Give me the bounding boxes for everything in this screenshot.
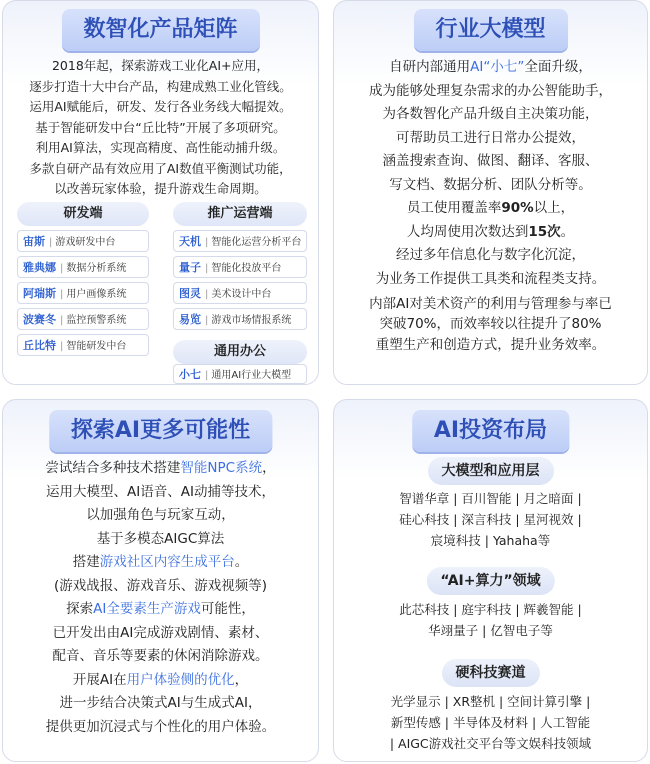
stat-value: 90% <box>501 200 534 216</box>
ops-section-label: 推广运营端 <box>173 202 307 226</box>
product-desc: 智能研发中台 <box>66 341 127 352</box>
text: 以上， <box>533 200 575 216</box>
product-desc: 游戏市场情报系统 <box>211 315 292 326</box>
text: ， <box>234 671 249 688</box>
invest-line: 宸境科技 | Yahaha等 <box>430 533 551 548</box>
product-matrix-intro <box>3 56 318 200</box>
product-matrix-title: 数智化产品矩阵 <box>61 9 259 51</box>
text: 搭建 <box>72 554 100 570</box>
model-line: 为各数智化产品升级自主决策功能， <box>382 106 599 122</box>
explore-line: (游戏战报、游戏音乐、游戏视频等) <box>53 577 268 594</box>
industry-model-card <box>333 0 648 385</box>
product-item-yilan <box>173 308 307 330</box>
product-name: 量子 <box>179 261 201 274</box>
invest-line: 硅心科技 | 深言科技 | 星河视效 | <box>399 512 582 527</box>
industry-model-body <box>334 56 647 358</box>
text: 可能性， <box>200 601 255 617</box>
intro-line: 2018年起，探索游戏工业化AI+应用， <box>51 58 270 73</box>
highlight: 智能NPC系统 <box>180 460 263 476</box>
product-name: 图灵 <box>179 287 201 300</box>
text: 自研内部通用 <box>389 59 471 75</box>
product-desc: 数据分析系统 <box>66 263 127 274</box>
invest-section-large-models: 大模型和应用层 <box>428 457 554 485</box>
text: 全面升级， <box>524 59 592 75</box>
explore-line <box>3 551 318 575</box>
product-name: 宙斯 <box>23 235 45 248</box>
product-item-zeus <box>17 230 149 252</box>
text: 。 <box>234 554 249 570</box>
explore-line: 运用大模型、AI语音、AI动捕等技术， <box>46 483 275 500</box>
product-item-ares <box>17 282 149 304</box>
product-name: 易览 <box>179 313 201 326</box>
separator: | <box>60 315 64 326</box>
separator: | <box>205 237 209 248</box>
text: 人均周使用次数达到 <box>406 223 529 240</box>
office-section-label: 通用办公 <box>173 340 307 364</box>
separator: | <box>205 263 209 274</box>
explore-line: 以加强角色与玩家互动， <box>86 507 235 523</box>
explore-ai-title: 探索AI更多可能性 <box>49 410 272 452</box>
ai-investment-card <box>333 399 648 762</box>
product-name: 小七 <box>179 368 201 381</box>
product-item-xiaoqi <box>173 364 307 384</box>
separator: | <box>205 289 209 300</box>
intro-line: 利用AI算法，实现高精度、高性能动捕升级。 <box>35 140 286 155</box>
model-line: 突破70%，而效率较以往提升了80% <box>379 316 602 332</box>
product-item-turing <box>173 282 307 304</box>
product-name: 雅典娜 <box>23 261 56 274</box>
product-desc: 监控预警系统 <box>66 315 127 326</box>
product-desc: 智能化投放平台 <box>211 263 282 274</box>
intro-line: 运用AI赋能后，研发、发行各业务线大幅提效。 <box>29 99 292 114</box>
invest-line: 华翊量子 | 亿智电子等 <box>428 623 553 638</box>
model-line: 为业务工作提供工具类和流程类支持。 <box>375 270 606 287</box>
model-line: 写文档、数据分析、团队分析等。 <box>389 176 592 193</box>
intro-line: 逐步打造十大中台产品，构建成熟工业化管线。 <box>29 78 292 94</box>
text: 员工使用覆盖率 <box>406 200 502 216</box>
explore-line: 配音、音乐等要素的休闲消除游戏。 <box>52 648 269 664</box>
intro-line: 多款自研产品有效应用了AI数值平衡测试功能， <box>29 160 292 176</box>
model-line: 经过多年信息化与数字化沉淀， <box>396 247 585 263</box>
text: ， <box>262 460 276 476</box>
separator: | <box>205 315 209 326</box>
intro-line: 以改善玩家体验，提升游戏生命周期。 <box>54 181 267 196</box>
invest-line: 此芯科技 | 庭宇科技 | 辉羲智能 | <box>399 602 582 617</box>
model-line: 内部AI对美术资产的利用与管理参与率已 <box>369 296 612 312</box>
text: 。 <box>560 223 575 240</box>
explore-line: 进一步结合决策式AI与生成式AI， <box>59 695 262 711</box>
model-line <box>334 56 647 80</box>
model-line <box>334 221 647 245</box>
separator: | <box>60 341 64 352</box>
highlight: AI全要素生产游戏 <box>93 601 201 617</box>
product-name: 丘比特 <box>23 339 56 352</box>
model-line <box>334 197 647 221</box>
product-desc: 用户画像系统 <box>66 289 127 300</box>
invest-section-hardtech: 硬科技赛道 <box>442 659 540 687</box>
product-matrix-card <box>2 0 319 385</box>
product-item-cupid <box>17 334 149 356</box>
highlight: 用户体验侧的优化 <box>126 671 235 688</box>
explore-line: 已开发出由AI完成游戏剧情、素材、 <box>52 624 269 641</box>
text: 探索 <box>66 601 94 617</box>
invest-line: 光学显示 | XR整机 | 空间计算引擎 | <box>390 694 591 709</box>
invest-section-computing: “AI+算力”领域 <box>426 567 554 595</box>
product-item-athena <box>17 256 149 278</box>
explore-line <box>3 598 318 622</box>
separator: | <box>49 237 53 248</box>
highlight: 游戏社区内容生成平台 <box>99 554 235 570</box>
explore-line <box>3 669 318 693</box>
product-name: 阿瑞斯 <box>23 287 56 300</box>
product-name: 波赛冬 <box>23 313 56 326</box>
product-item-quantum <box>173 256 307 278</box>
product-desc: 智能化运营分析平台 <box>211 237 302 248</box>
model-line: 成为能够处理复杂需求的办公智能助手， <box>369 82 612 99</box>
separator: | <box>60 289 64 300</box>
model-line: 可帮助员工进行日常办公提效， <box>396 129 585 146</box>
model-line: 涵盖搜索查询、做图、翻译、客服、 <box>382 153 599 169</box>
industry-model-title: 行业大模型 <box>413 9 567 51</box>
invest-line: | AIGC游戏社交平台等文娱科技领域 <box>389 736 592 751</box>
intro-line: 基于智能研发中台“丘比特”开展了多项研究。 <box>35 119 286 135</box>
ai-investment-title: AI投资布局 <box>412 410 569 452</box>
product-desc: 通用AI行业大模型 <box>211 370 292 381</box>
explore-line: 提供更加沉浸式与个性化的用户体验。 <box>45 718 276 735</box>
explore-ai-card <box>2 399 319 762</box>
stat-value: 15次 <box>528 223 561 240</box>
invest-line: 新型传感 | 半导体及材料 | 人工智能 <box>390 715 591 730</box>
separator: | <box>205 370 209 381</box>
separator: | <box>60 263 64 274</box>
text: 尝试结合多种技术搭建 <box>45 460 181 476</box>
product-name: 天机 <box>179 235 201 248</box>
highlight: AI“小七” <box>470 59 525 75</box>
explore-ai-body <box>3 457 318 739</box>
model-line: 重塑生产和创造方式，提升业务效率。 <box>375 337 606 353</box>
rd-section-label: 研发端 <box>17 202 149 226</box>
explore-line: 基于多模态AIGC算法 <box>96 530 225 547</box>
product-item-tianji <box>173 230 307 252</box>
product-desc: 美术设计中台 <box>211 289 272 300</box>
invest-line: 智谱华章 | 百川智能 | 月之暗面 | <box>399 491 582 506</box>
product-desc: 游戏研发中台 <box>55 237 116 248</box>
text: 开展AI在 <box>72 671 127 688</box>
product-item-poseidon <box>17 308 149 330</box>
explore-line <box>3 457 318 481</box>
